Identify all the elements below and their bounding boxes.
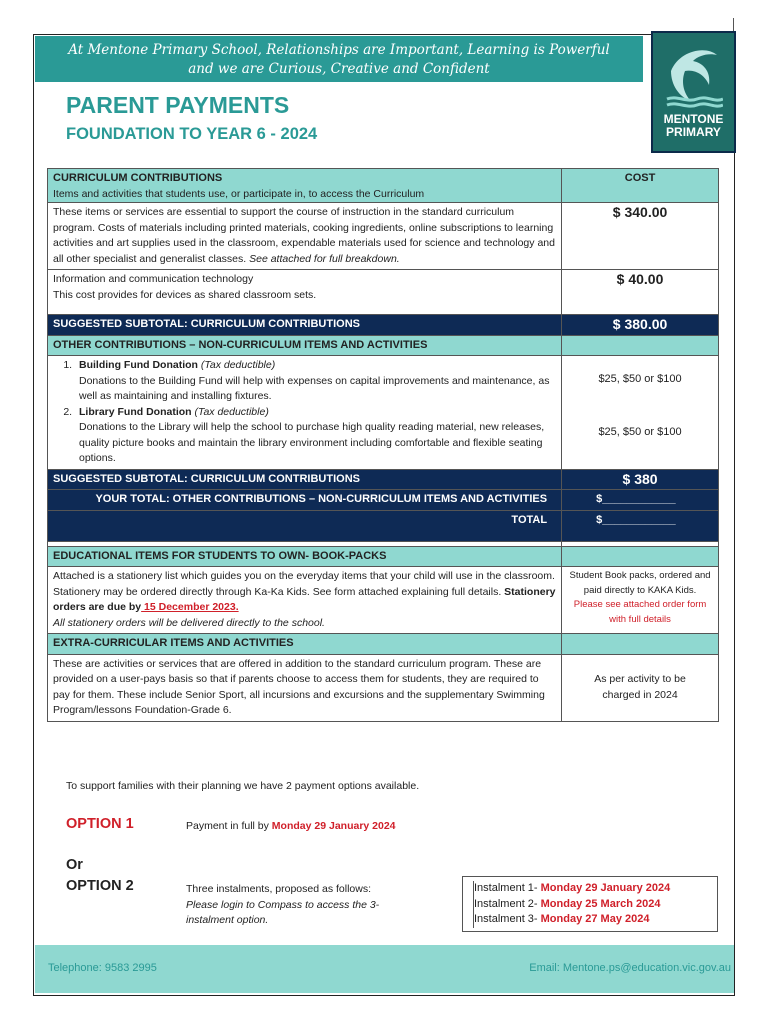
curriculum-item1-cost: $ 340.00 <box>562 203 719 270</box>
page-subtitle: FOUNDATION TO YEAR 6 - 2024 <box>66 125 318 143</box>
motto-banner <box>35 36 643 82</box>
instalment-1 <box>473 881 717 897</box>
library-fund-note: (Tax deductible) <box>194 405 269 418</box>
instalment-date: Monday 29 January 2024 <box>540 882 671 894</box>
educational-header-row <box>48 546 719 567</box>
dolphin-icon <box>665 41 723 109</box>
curriculum-description: Items and activities that students use, or participate in, to access the Curriculum <box>53 187 425 200</box>
option2-text <box>186 882 416 929</box>
your-total-value[interactable]: $____________ <box>562 490 719 511</box>
logo-line-1: MENTONE <box>663 112 724 126</box>
option2-compass-note: Please login to Compass to access the 3-instalment option. <box>186 898 380 926</box>
curriculum-subtotal-row <box>48 315 719 336</box>
other-header: OTHER CONTRIBUTIONS – NON-CURRICULUM ITEMS AND ACTIVITIES <box>48 335 562 356</box>
library-fund-title: Library Fund Donation <box>79 405 192 418</box>
option1-description: Payment in full by <box>186 820 269 832</box>
footer-telephone: Telephone: 9583 2995 <box>48 962 157 974</box>
curriculum-item2-text: This cost provides for devices as shared classroom sets. <box>53 288 317 301</box>
instalment-date: Monday 27 May 2024 <box>540 913 650 925</box>
or-label: Or <box>66 857 83 873</box>
other-subtotal-value: $ 380 <box>562 469 719 490</box>
instalment-label: Instalment 3- <box>474 913 541 925</box>
educational-text: Attached is a stationery list which guides you on the everyday items that your child will use in the classroom. Stationery may be ordered directly through Ka-Ka Kids. See form attached explaining full details. <box>53 570 555 598</box>
footer-email[interactable]: Email: Mentone.ps@education.vic.gov.au <box>529 962 731 974</box>
instalment-date: Monday 25 March 2024 <box>540 897 661 910</box>
cost-header: COST <box>562 169 719 203</box>
instalment-label: Instalment 1- <box>474 882 541 894</box>
donation-list <box>53 358 556 467</box>
logo-line-2: PRIMARY <box>666 125 721 139</box>
educational-due-label: Stationery orders are due by <box>53 585 556 613</box>
building-fund-title: Building Fund Donation <box>79 359 198 371</box>
list-item <box>75 358 556 405</box>
library-fund-text: Donations to the Library will help the school to purchase high quality reading material, new releases, quality picture books and maintain the library environment including comfortable and flexible seating options. <box>79 421 545 464</box>
other-subtotal-row <box>48 469 719 490</box>
educational-header: EDUCATIONAL ITEMS FOR STUDENTS TO OWN- BOOK-PACKS <box>48 546 562 567</box>
extra-header-row <box>48 634 719 655</box>
building-fund-cost: $25, $50 or $100 <box>598 373 682 385</box>
curriculum-item1-text: These items or services are essential to support the course of instruction in the standard curriculum program. Costs of materials including printed materials, cooking ingredients, online subscriptions to learning activities and art supplies used in the classroom, expendable materials used for science and technology and all other specialist and generalist classes. <box>53 206 555 265</box>
extra-text: These are activities or services that are offered in addition to the standard curriculum program. These are provided on a user-pays basis so that if parents choose to access them for students, they are required to pay for them. These include Senior Sport, all incursions and excursions and the supplementary Swimming Program/lessons Foundation-Grade 6. <box>48 654 562 721</box>
option1-label: OPTION 1 <box>66 816 134 832</box>
curriculum-item2-cost: $ 40.00 <box>562 270 719 315</box>
total-label: TOTAL <box>48 510 562 541</box>
curriculum-item1-italic: See attached for full breakdown. <box>249 252 400 265</box>
educational-row <box>48 567 719 634</box>
your-total-row <box>48 490 719 511</box>
curriculum-header: CURRICULUM CONTRIBUTIONS <box>53 172 223 184</box>
book-pack-note: Student Book packs, ordered and paid directly to KAKA Kids. <box>569 570 711 596</box>
instalment-label: Instalment 2- <box>474 897 541 910</box>
option1-date: Monday 29 January 2024 <box>271 820 396 832</box>
list-item <box>75 405 556 467</box>
other-subtotal-label: SUGGESTED SUBTOTAL: CURRICULUM CONTRIBUTIONS <box>48 469 562 490</box>
extra-cost: As per activity to be charged in 2024 <box>562 654 719 721</box>
payment-intro: To support families with their planning we have 2 payment options available. <box>66 780 420 792</box>
educational-delivery-note: All stationery orders will be delivered directly to the school. <box>53 616 325 629</box>
option2-description: Three instalments, proposed as follows: <box>186 883 372 895</box>
option2-label: OPTION 2 <box>66 878 134 894</box>
instalment-2 <box>473 897 717 913</box>
curriculum-header-row <box>48 169 719 203</box>
library-fund-cost: $25, $50 or $100 <box>598 425 682 438</box>
option1-text <box>186 820 396 832</box>
instalment-3 <box>473 912 717 928</box>
your-total-label: YOUR TOTAL: OTHER CONTRIBUTIONS – NON-CURRICULUM ITEMS AND ACTIVITIES <box>48 490 562 511</box>
curriculum-item2-title: Information and communication technology <box>53 273 254 285</box>
building-fund-text: Donations to the Building Fund will help with expenses on capital improvements and maintenance, as well as maintaining and installing fixtures. <box>79 374 550 402</box>
educational-due-date: 15 December 2023. <box>141 601 239 613</box>
school-logo <box>651 31 736 153</box>
building-fund-note: (Tax deductible) <box>200 359 276 371</box>
motto-line-1: At Mentone Primary School, Relationships are Important, Learning is Powerful <box>68 42 610 58</box>
other-header-row <box>48 335 719 356</box>
instalment-box <box>462 876 718 932</box>
payments-table <box>47 168 719 722</box>
curriculum-item-row <box>48 270 719 315</box>
motto-line-2: and we are Curious, Creative and Confident <box>188 61 490 77</box>
page-title: PARENT PAYMENTS <box>66 92 290 118</box>
total-row <box>48 510 719 541</box>
curriculum-item-row <box>48 203 719 270</box>
curriculum-subtotal-value: $ 380.00 <box>562 315 719 336</box>
total-value[interactable]: $____________ <box>562 510 719 541</box>
book-pack-red-note: Please see attached order form with full details <box>573 599 707 625</box>
other-items-row <box>48 356 719 470</box>
logo-text <box>653 113 734 139</box>
extra-row <box>48 654 719 721</box>
extra-header: EXTRA-CURRICULAR ITEMS AND ACTIVITIES <box>48 634 562 655</box>
curriculum-subtotal-label: SUGGESTED SUBTOTAL: CURRICULUM CONTRIBUTIONS <box>48 315 562 336</box>
